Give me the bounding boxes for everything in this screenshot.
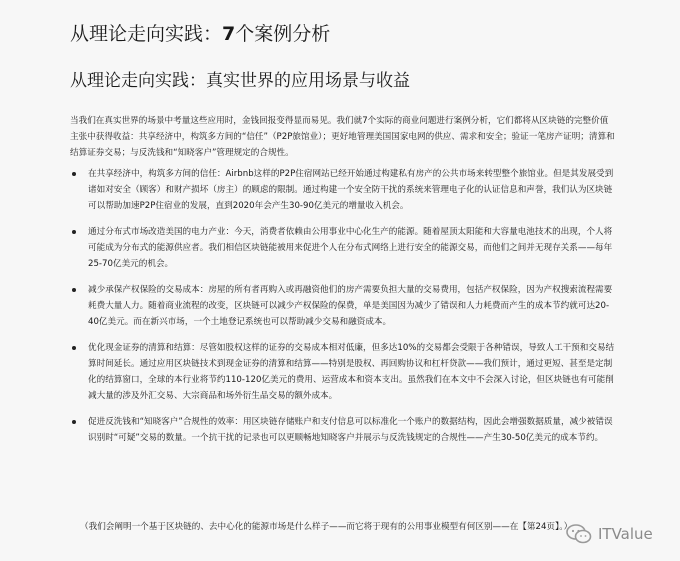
bullet-dot (72, 346, 76, 350)
title-number: 7 (222, 23, 236, 45)
case-item-securities: 优化现金证券的清算和结算：尽管如股权这样的证券的交易成本相对低廉，但多达10%的交易都会受限于各种错误，导致人工干预和交易结算时间延长。通过应用区块链技术到现金证券的清算和结算——特别是股权、再回购协议和杠杆贷款——我们预计，通过更短、甚至是定制化的结算窗口，全球的本行业将节约110-120亿美元的费用、运营成本和资本支出。虽然我们在本文中不会深入讨论，但区块链也有可能削减大量的涉及外汇交易、大宗商品和场外衍生品交易的额外成本。 (70, 340, 615, 404)
watermark-text: ITValue (598, 525, 653, 543)
bullet-dot (72, 420, 76, 424)
page-title: 从理论走向实践：7个案例分析 (70, 23, 331, 45)
case-list (70, 166, 615, 446)
page-subtitle: 从理论走向实践：真实世界的应用场景与收益 (70, 71, 410, 91)
watermark (566, 524, 653, 544)
intro-paragraph: 当我们在真实世界的场景中考量这些应用时，金钱回报变得显而易见。我们就7个实际的商业问题进行案例分析，它们都将从区块链的完整价值主张中获得收益：共享经济中，构筑多方间的“信任”（P2P旅馆业）；更好地管理美国国家电网的供应、需求和安全；验证一笔房产证明；清算和结算证券交易；与反洗钱和“知晓客户”管理规定的合规性。 (70, 116, 615, 158)
case-item-title-insurance: 减少承保产权保险的交易成本：房屋的所有者再购入或再融资他们的房产需要负担大量的交易费用，包括产权保险，因为产权搜索流程需要耗费大量人力。随着商业流程的改变，区块链可以减少产权保险的保费，单是美国因为减少了错误和人力耗费而产生的成本节约就可达20-40亿美元。而在新兴市场，一个土地登记系统也可以帮助减少交易和融资成本。 (70, 282, 615, 330)
case-item-aml-kyc: 促进反洗钱和“知晓客户”合规性的效率：用区块链存储账户和支付信息可以标准化一个账户的数据结构，因此会增强数据质量，减少被错误识别时“可疑”交易的数量。一个抗干扰的记录也可以更顺畅地知晓客户并展示与反洗钱规定的合规性——产生30-50亿美元的成本节约。 (70, 414, 615, 446)
wechat-icon (566, 524, 592, 544)
case-item-trust: 在共享经济中，构筑多方间的信任：Airbnb这样的P2P住宿网站已经开始通过构建私有房产的公共市场来转型整个旅馆业。但是其发展受到诸如对安全（顾客）和财产损坏（房主）的顾虑的限制。通过构建一个安全防干扰的系统来管理电子化的认证信息和声誉，我们认为区块链可以帮助加速P2P住宿业的发展，直到2020年会产生30-90亿美元的增量收入机会。 (70, 166, 615, 214)
bullet-dot (72, 230, 76, 234)
bullet-dot (72, 172, 76, 176)
case-item-energy: 通过分布式市场改造美国的电力产业：今天，消费者依赖由公用事业中心化生产的能源。随着屋顶太阳能和大容量电池技术的出现，个人将可能成为分布式的能源供应者。我们相信区块链能被用来促进个人在分布式网络上进行安全的能源交易，而他们之间并无现存关系——每年25-70亿美元的机会。 (70, 224, 615, 272)
bullet-dot (72, 288, 76, 292)
footer-note: （我们会阐明一个基于区块链的、去中心化的能源市场是什么样子——而它将于现有的公用事业模型有何区别——在【第24页】。） (80, 522, 573, 532)
